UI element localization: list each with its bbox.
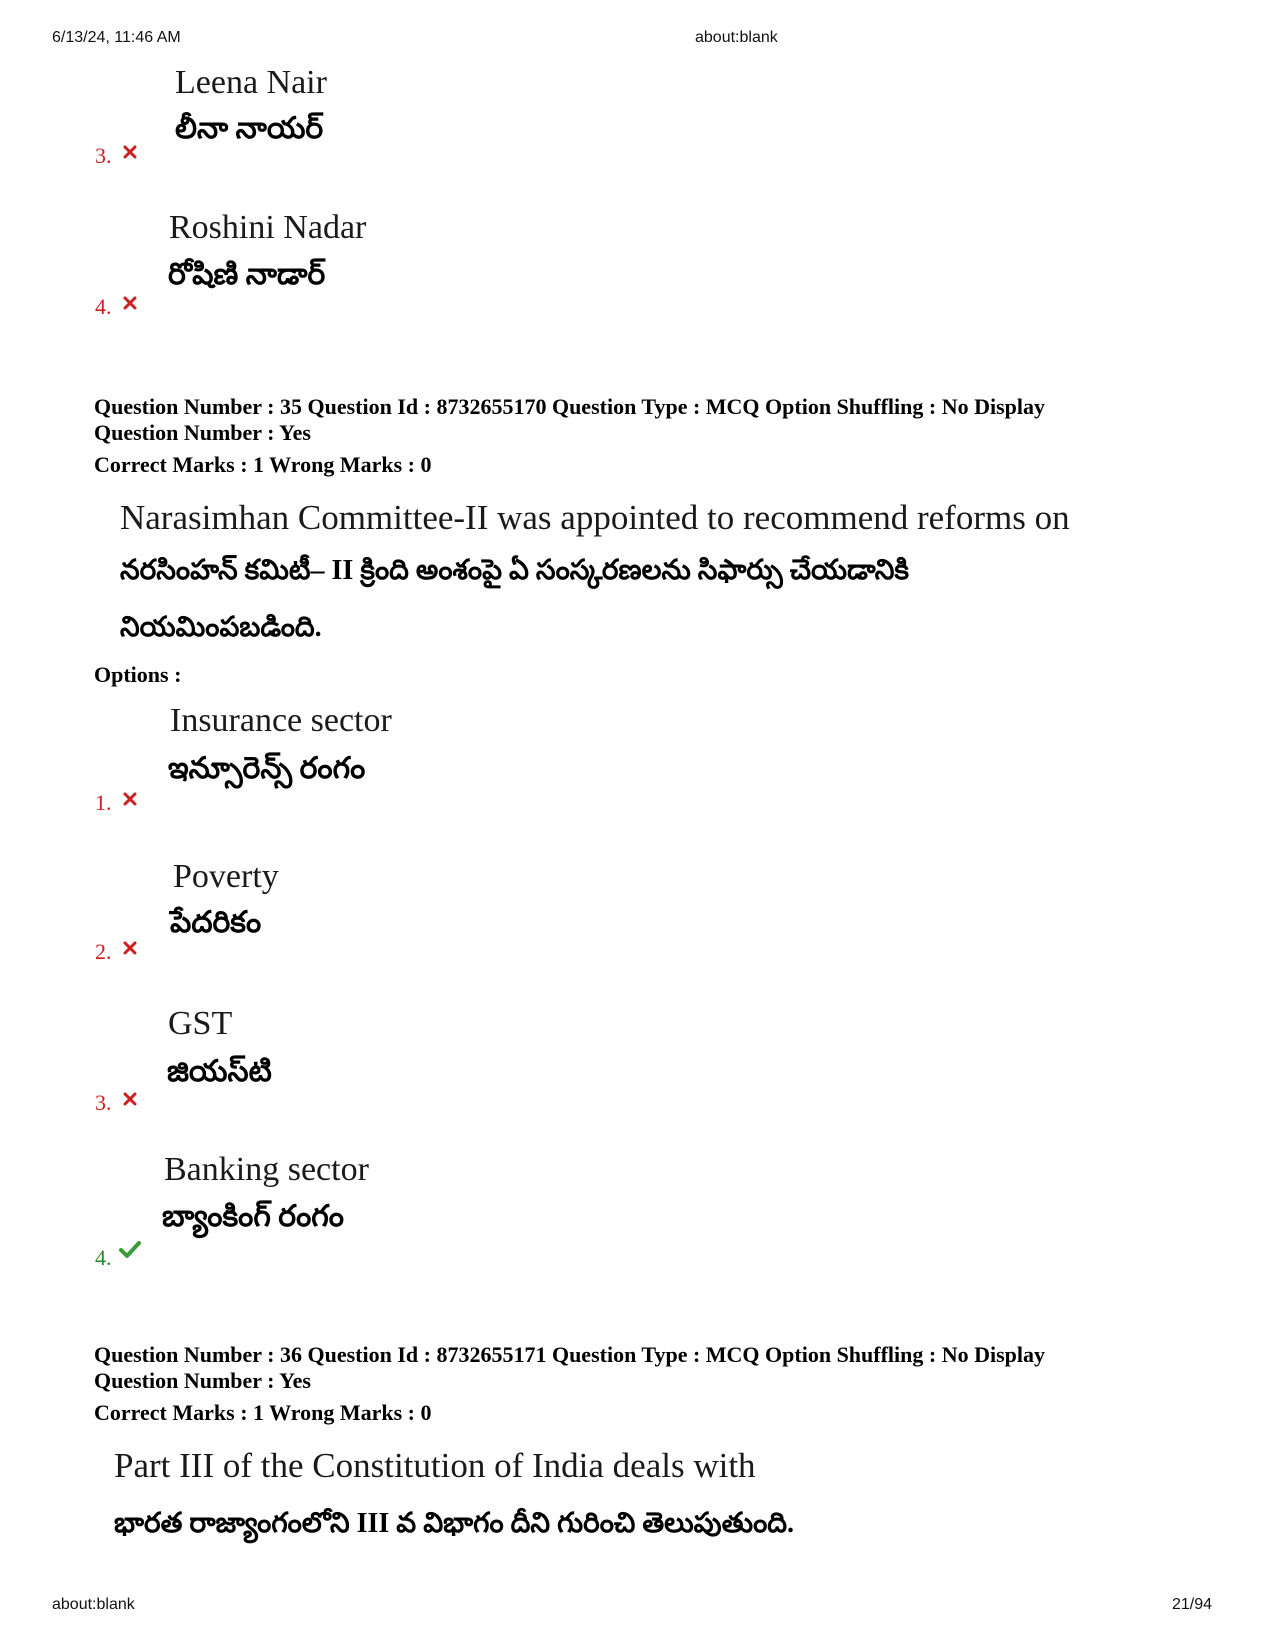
question-text-en: Narasimhan Committee-II was appointed to recommend reforms on: [120, 498, 1070, 537]
correct-check-icon: [119, 1241, 141, 1259]
option-number: 3.: [95, 143, 112, 168]
option-text-te: ఇన్సూరెన్స్ రంగం: [168, 752, 366, 785]
option-number: 3.: [95, 1090, 112, 1115]
wrong-mark-icon: [122, 295, 138, 311]
option-text-en: Insurance sector: [170, 702, 392, 739]
marks-line: Correct Marks : 1 Wrong Marks : 0: [94, 452, 432, 477]
option-text-en: Roshini Nadar: [169, 209, 367, 246]
question-meta-line: Question Number : Yes: [94, 420, 311, 445]
option-text-en: Banking sector: [164, 1151, 369, 1188]
question-text-te: నరసింహన్ కమిటీ– II క్రింది అంశంపై ఏ సంస్కరణలను సిఫార్సు చేయడానికి: [120, 555, 909, 586]
option-text-en: Poverty: [173, 858, 279, 895]
option-text-en: GST: [168, 1005, 233, 1042]
option-number: 4.: [95, 1245, 112, 1270]
option-text-en: Leena Nair: [175, 64, 327, 101]
wrong-mark-icon: [122, 940, 138, 956]
option-text-te: బ్యాంకింగ్ రంగం: [162, 1200, 345, 1233]
question-meta-line: Question Number : Yes: [94, 1368, 311, 1393]
option-text-te: జియస్‌టి: [167, 1055, 272, 1088]
page-title: about:blank: [695, 29, 778, 46]
question-text-te: భారత రాజ్యాంగంలోని III వ విభాగం దీని గురించి తెలుపుతుంది.: [114, 1508, 795, 1539]
option-number: 1.: [95, 790, 112, 815]
marks-line: Correct Marks : 1 Wrong Marks : 0: [94, 1400, 432, 1425]
option-number: 4.: [95, 294, 112, 319]
question-text-en: Part III of the Constitution of India deals with: [114, 1446, 756, 1485]
wrong-mark-icon: [122, 791, 138, 807]
wrong-mark-icon: [122, 144, 138, 160]
option-text-te: పేదరికం: [170, 906, 262, 939]
footer-url: about:blank: [52, 1596, 135, 1613]
option-text-te: రోషిణి నాడార్: [168, 258, 326, 291]
wrong-mark-icon: [122, 1091, 138, 1107]
print-datetime: 6/13/24, 11:46 AM: [52, 29, 181, 46]
question-meta-line: Question Number : 36 Question Id : 8732655171 Question Type : MCQ Option Shuffling : No Display: [94, 1342, 1046, 1367]
question-text-te: నియమింపబడింది.: [120, 612, 322, 643]
option-text-te: లీనా నాయర్: [175, 112, 324, 145]
question-meta-line: Question Number : 35 Question Id : 8732655170 Question Type : MCQ Option Shuffling : No Display: [94, 394, 1046, 419]
options-label: Options :: [94, 662, 182, 687]
option-number: 2.: [95, 939, 112, 964]
page-number: 21/94: [1172, 1596, 1213, 1613]
